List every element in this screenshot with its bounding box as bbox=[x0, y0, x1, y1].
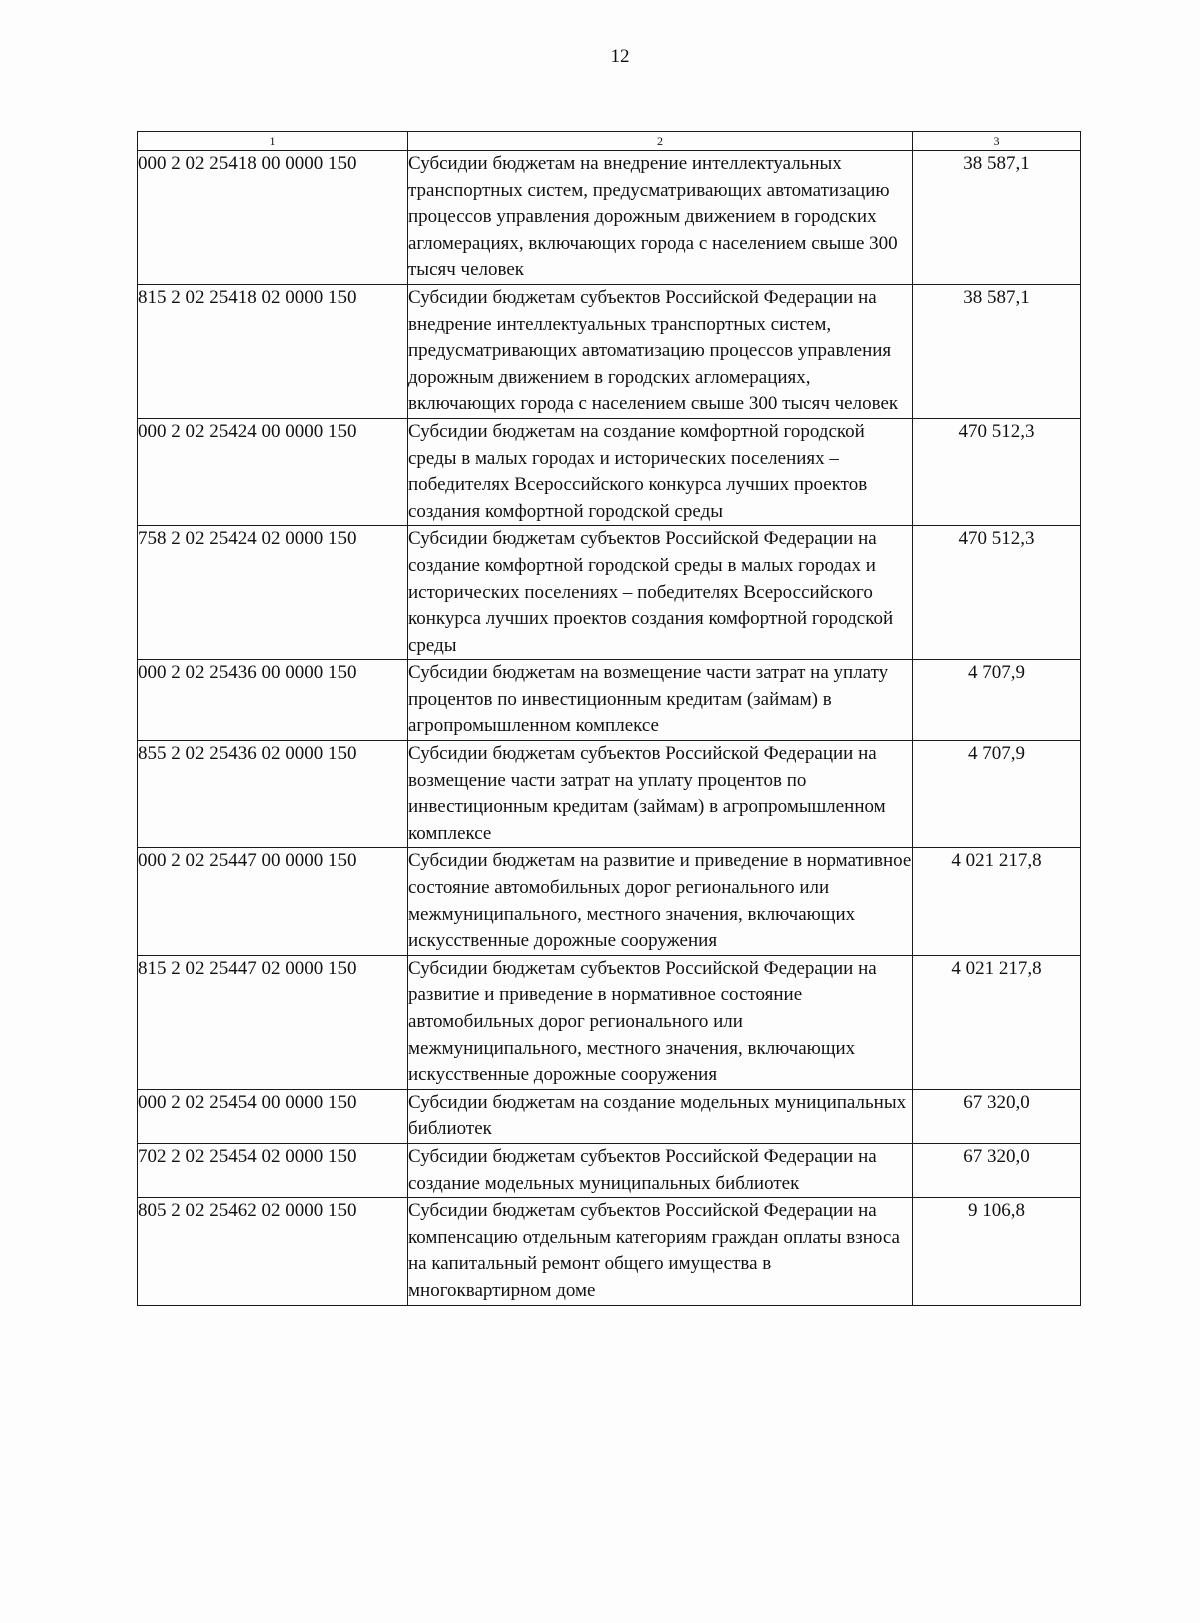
description-cell: Субсидии бюджетам на внедрение интеллектуальных транспортных систем, предусматривающих автоматизацию процессов управления дорожным движением в городских агломерациях, включающих города с населением свыше 300 тысяч человек bbox=[408, 151, 913, 285]
amount-cell: 470 512,3 bbox=[913, 526, 1081, 660]
amount-cell: 4 707,9 bbox=[913, 660, 1081, 741]
budget-code-cell: 855 2 02 25436 02 0000 150 bbox=[138, 741, 408, 848]
table-row bbox=[138, 526, 1081, 660]
description-cell: Субсидии бюджетам субъектов Российской Федерации на создание комфортной городской среды в малых городах и исторических поселениях – победителях Всероссийского конкурса лучших проектов создания комфортной городской среды bbox=[408, 526, 913, 660]
budget-code-cell: 000 2 02 25447 00 0000 150 bbox=[138, 848, 408, 955]
amount-cell: 38 587,1 bbox=[913, 151, 1081, 285]
table-row bbox=[138, 1143, 1081, 1197]
table-row bbox=[138, 848, 1081, 955]
budget-code-cell: 758 2 02 25424 02 0000 150 bbox=[138, 526, 408, 660]
amount-cell: 4 021 217,8 bbox=[913, 848, 1081, 955]
budget-code-cell: 000 2 02 25454 00 0000 150 bbox=[138, 1089, 408, 1143]
column-header-1: 1 bbox=[138, 132, 408, 151]
table-row bbox=[138, 1198, 1081, 1305]
description-cell: Субсидии бюджетам на создание модельных муниципальных библиотек bbox=[408, 1089, 913, 1143]
amount-cell: 38 587,1 bbox=[913, 284, 1081, 418]
column-header-3: 3 bbox=[913, 132, 1081, 151]
budget-code-cell: 805 2 02 25462 02 0000 150 bbox=[138, 1198, 408, 1305]
budget-code-cell: 815 2 02 25447 02 0000 150 bbox=[138, 955, 408, 1089]
table-header-row bbox=[138, 132, 1081, 151]
amount-cell: 4 021 217,8 bbox=[913, 955, 1081, 1089]
budget-code-cell: 000 2 02 25418 00 0000 150 bbox=[138, 151, 408, 285]
amount-cell: 470 512,3 bbox=[913, 418, 1081, 525]
description-cell: Субсидии бюджетам субъектов Российской Федерации на развитие и приведение в нормативное состояние автомобильных дорог регионального или межмуниципального, местного значения, включающих искусственные дорожные сооружения bbox=[408, 955, 913, 1089]
budget-table bbox=[137, 131, 1081, 1306]
amount-cell: 9 106,8 bbox=[913, 1198, 1081, 1305]
description-cell: Субсидии бюджетам субъектов Российской Федерации на внедрение интеллектуальных транспортных систем, предусматривающих автоматизацию процессов управления дорожным движением в городских агломерациях, включающих города с населением свыше 300 тысяч человек bbox=[408, 284, 913, 418]
amount-cell: 67 320,0 bbox=[913, 1089, 1081, 1143]
amount-cell: 4 707,9 bbox=[913, 741, 1081, 848]
table-row bbox=[138, 955, 1081, 1089]
table-row bbox=[138, 1089, 1081, 1143]
description-cell: Субсидии бюджетам на создание комфортной городской среды в малых городах и исторических поселениях – победителях Всероссийского конкурса лучших проектов создания комфортной городской среды bbox=[408, 418, 913, 525]
description-cell: Субсидии бюджетам субъектов Российской Федерации на создание модельных муниципальных библиотек bbox=[408, 1143, 913, 1197]
table-row bbox=[138, 741, 1081, 848]
budget-code-cell: 000 2 02 25424 00 0000 150 bbox=[138, 418, 408, 525]
amount-cell: 67 320,0 bbox=[913, 1143, 1081, 1197]
table-row bbox=[138, 284, 1081, 418]
description-cell: Субсидии бюджетам на развитие и приведение в нормативное состояние автомобильных дорог регионального или межмуниципального, местного значения, включающих искусственные дорожные сооружения bbox=[408, 848, 913, 955]
budget-code-cell: 702 2 02 25454 02 0000 150 bbox=[138, 1143, 408, 1197]
column-header-2: 2 bbox=[408, 132, 913, 151]
budget-code-cell: 815 2 02 25418 02 0000 150 bbox=[138, 284, 408, 418]
description-cell: Субсидии бюджетам на возмещение части затрат на уплату процентов по инвестиционным кредитам (займам) в агропромышленном комплексе bbox=[408, 660, 913, 741]
table-row bbox=[138, 418, 1081, 525]
budget-code-cell: 000 2 02 25436 00 0000 150 bbox=[138, 660, 408, 741]
page-number: 12 bbox=[610, 46, 630, 67]
description-cell: Субсидии бюджетам субъектов Российской Федерации на компенсацию отдельным категориям граждан оплаты взноса на капитальный ремонт общего имущества в многоквартирном доме bbox=[408, 1198, 913, 1305]
table-row bbox=[138, 151, 1081, 285]
description-cell: Субсидии бюджетам субъектов Российской Федерации на возмещение части затрат на уплату процентов по инвестиционным кредитам (займам) в агропромышленном комплексе bbox=[408, 741, 913, 848]
table-row bbox=[138, 660, 1081, 741]
